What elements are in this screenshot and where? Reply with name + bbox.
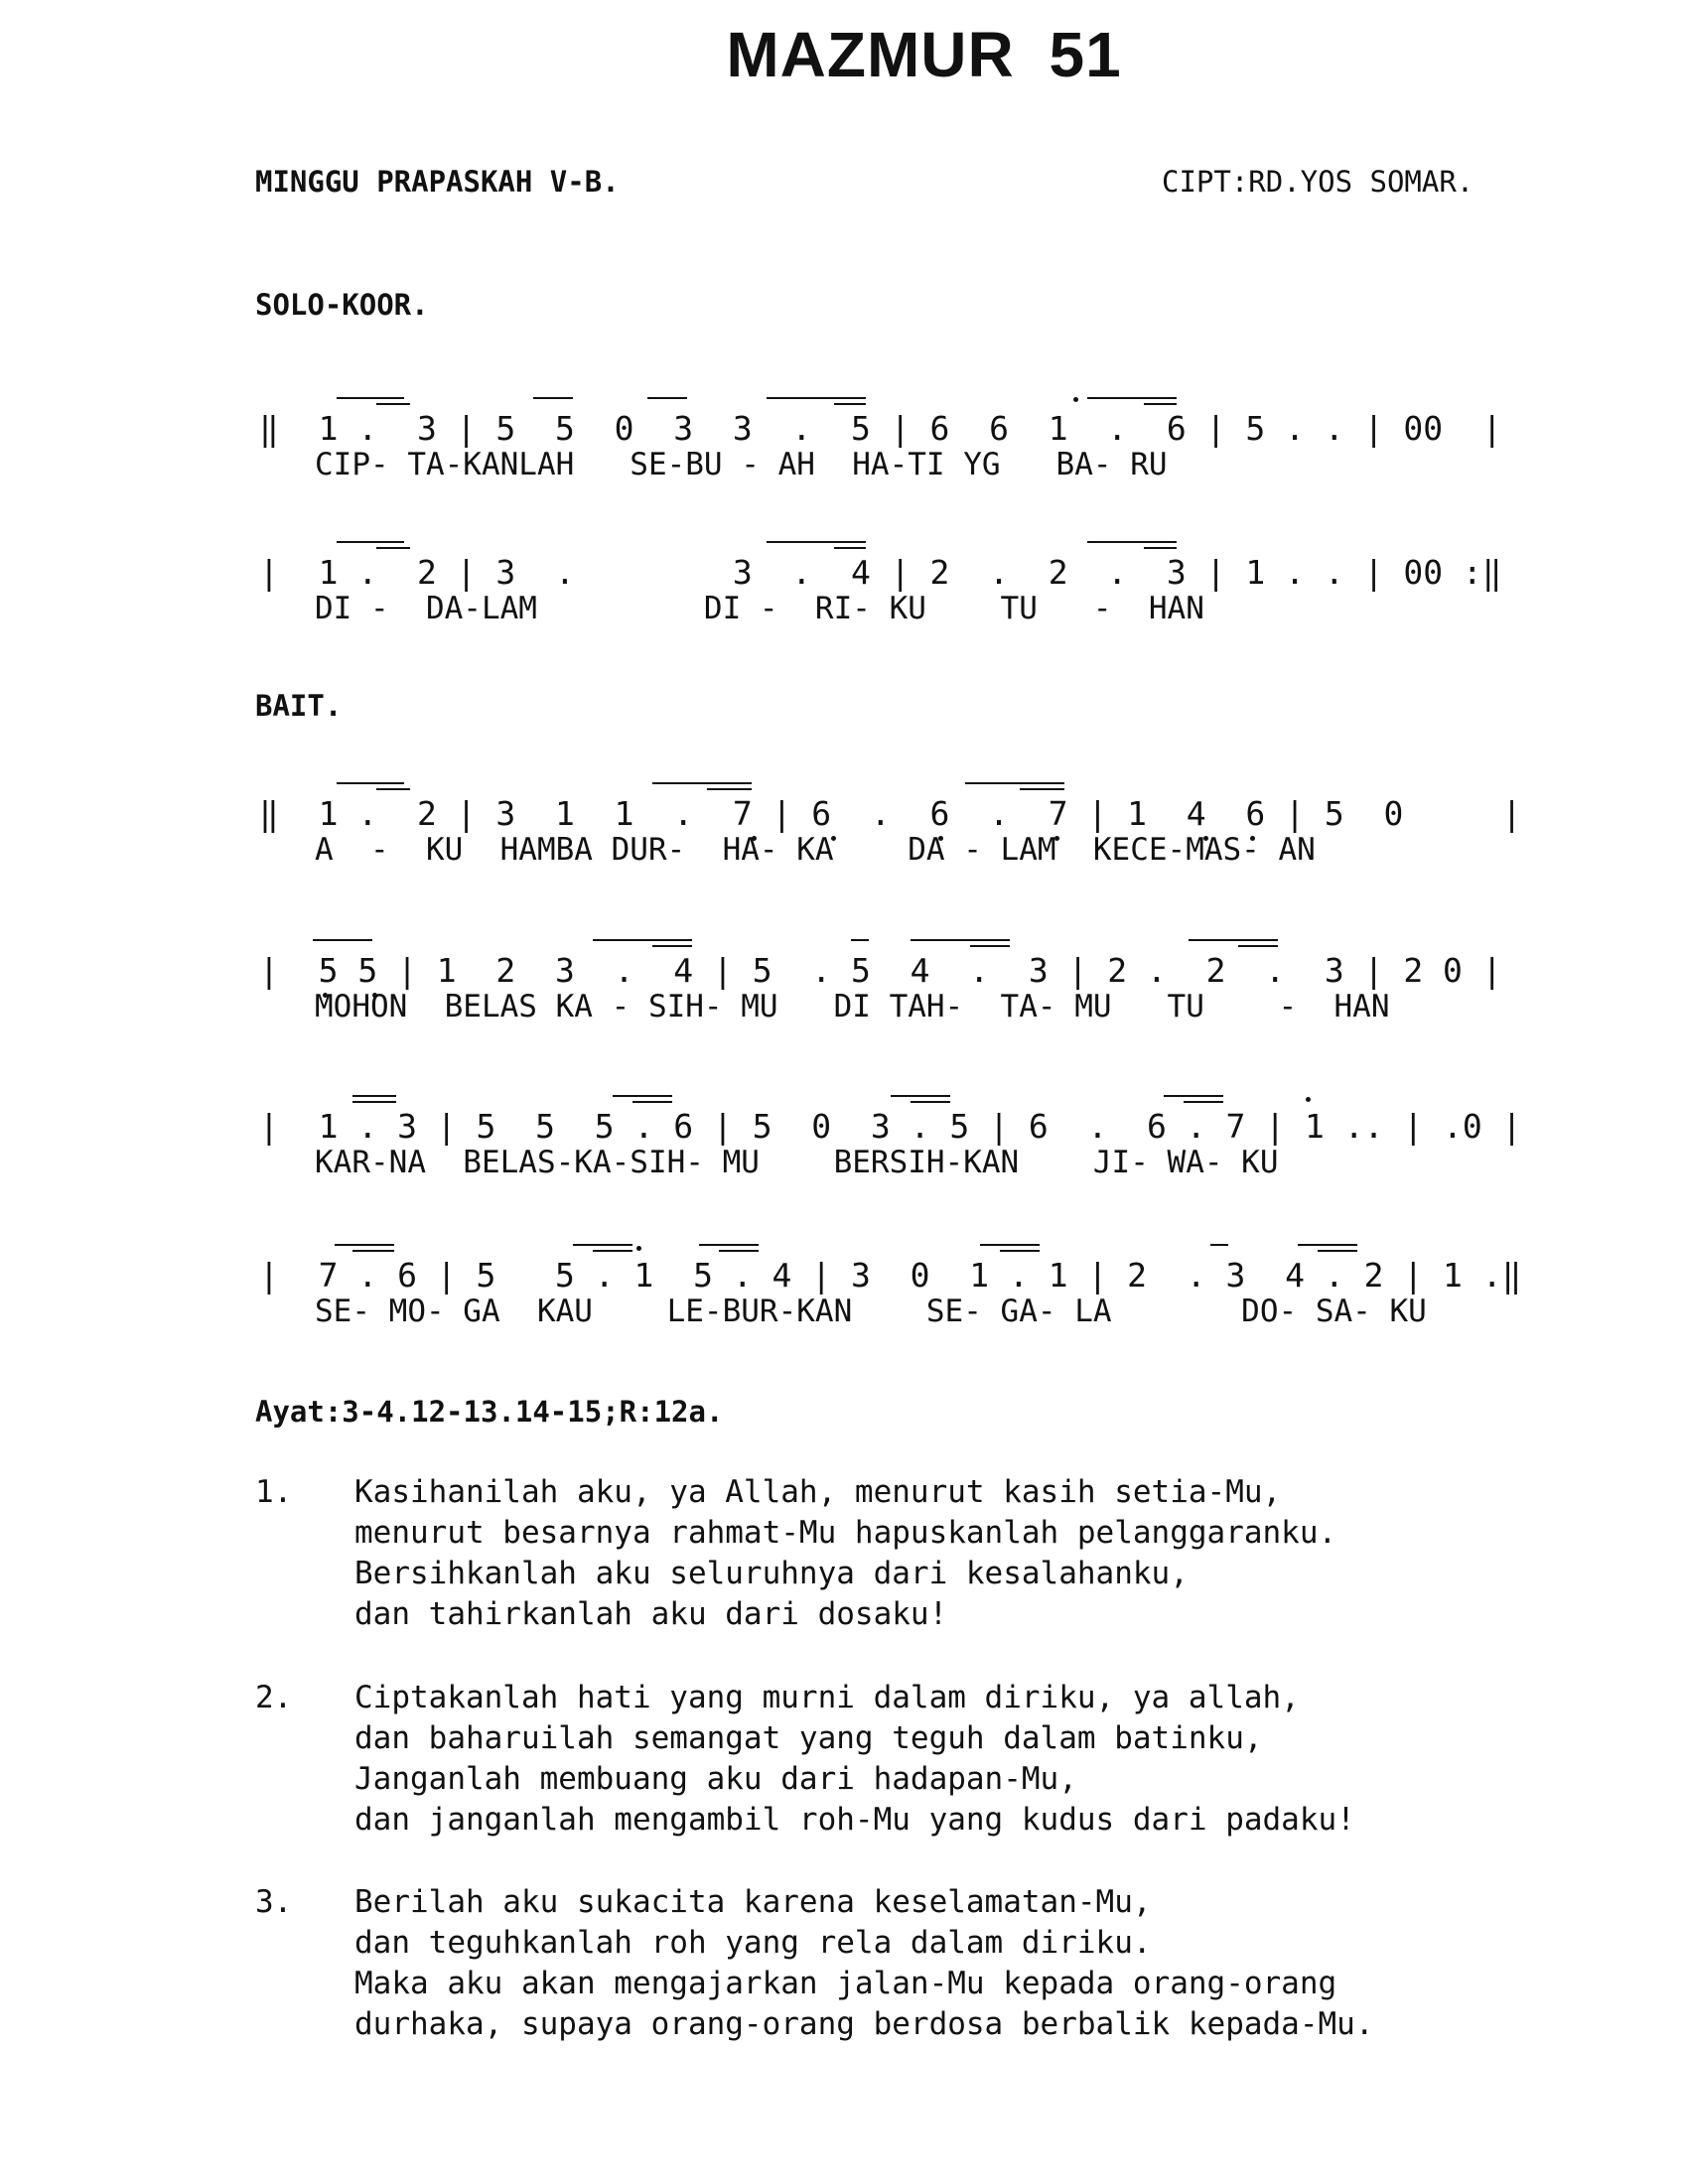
verse-line: dan janganlah mengambil roh-Mu yang kudus dari padaku! [354, 1802, 1355, 1838]
verse-line: dan baharuilah semangat yang teguh dalam batinku, [354, 1720, 1263, 1756]
verse-line: Janganlah membuang aku dari hadapan-Mu, [354, 1761, 1077, 1797]
lyrics: DI - DA-LAM DI - RI- KU TU - HAN [315, 591, 1204, 626]
lyrics: CIP- TA-KANLAH SE-BU - AH HA-TI YG BA- RU [315, 447, 1168, 482]
notes: ‖ 1 . 2 | 3 1 1 . 7 | 6 . 6 . 7 | 1 4 6 | 5 0 | [259, 794, 1522, 833]
verse-line: durhaka, supaya orang-orang berdosa berbalik kepada-Mu. [354, 2006, 1374, 2042]
verse-line: Ciptakanlah hati yang murni dalam diriku, ya allah, [354, 1680, 1300, 1715]
section-heading-verse: BAIT. [255, 689, 343, 723]
lyrics: KAR-NA BELAS-KA-SIH- MU BERSIH-KAN JI- WA- KU [315, 1145, 1279, 1180]
verse-line: Berilah aku sukacita karena keselamatan-Mu, [354, 1884, 1152, 1920]
verse-number: 3. [255, 1884, 293, 1920]
verse-number: 2. [255, 1680, 293, 1715]
notes: | 1 . 2 | 3 . 3 . 4 | 2 . 2 . 3 | 1 . . | 00 :‖ [259, 553, 1502, 592]
lyrics: SE- MO- GA KAU LE-BUR-KAN SE- GA- LA DO- SA- KU [315, 1294, 1427, 1329]
composer-credit: CIPT:RD.YOS SOMAR. [1162, 165, 1474, 199]
verse-line: menurut besarnya rahmat-Mu hapuskanlah pelanggaranku. [354, 1515, 1337, 1551]
verse-line: Bersihkanlah aku seluruhnya dari kesalahanku, [354, 1556, 1189, 1591]
occasion-label: MINGGU PRAPASKAH V-B. [255, 165, 620, 199]
verse-line: dan tahirkanlah aku dari dosaku! [354, 1596, 948, 1632]
verse-number: 1. [255, 1474, 293, 1510]
notation-line [255, 1107, 1522, 1180]
section-heading-refrain: SOLO-KOOR. [255, 288, 429, 322]
notation-line [255, 794, 1522, 868]
notes: | 7 . 6 | 5 5 . 1 5 . 4 | 3 0 1 . 1 | 2 . 3 4 . 2 | 1 .‖ [259, 1256, 1522, 1295]
verse-line: Kasihanilah aku, ya Allah, menurut kasih setia-Mu, [354, 1474, 1282, 1510]
notes: ‖ 1 . 3 | 5 5 0 3 3 . 5 | 6 6 1 . 6 | 5 . . | 00 | [259, 409, 1502, 448]
notation-line [255, 1256, 1522, 1329]
ayat-reference: Ayat:3-4.12-13.14-15;R:12a. [255, 1395, 724, 1429]
lyrics: MOHON BELAS KA - SIH- MU DI TAH- TA- MU TU - HAN [315, 989, 1390, 1024]
notation-line [255, 951, 1508, 1024]
notation-line [255, 409, 1508, 482]
lyrics: A - KU HAMBA DUR- HA- KA DA - LAM KECE-MAS- AN [315, 832, 1316, 868]
verse-line: dan teguhkanlah roh yang rela dalam diriku. [354, 1925, 1152, 1961]
notes: | 1 . 3 | 5 5 5 . 6 | 5 0 3 . 5 | 6 . 6 . 7 | 1 .. | .0 | [259, 1107, 1522, 1146]
notation-line [255, 553, 1508, 626]
verse-line: Maka aku akan mengajarkan jalan-Mu kepada orang-orang [354, 1966, 1337, 2001]
notes: | 5 5 | 1 2 3 . 4 | 5 . 5 4 . 3 | 2 . 2 . 3 | 2 0 | [259, 951, 1502, 990]
page-title: MAZMUR 51 [726, 19, 1122, 90]
